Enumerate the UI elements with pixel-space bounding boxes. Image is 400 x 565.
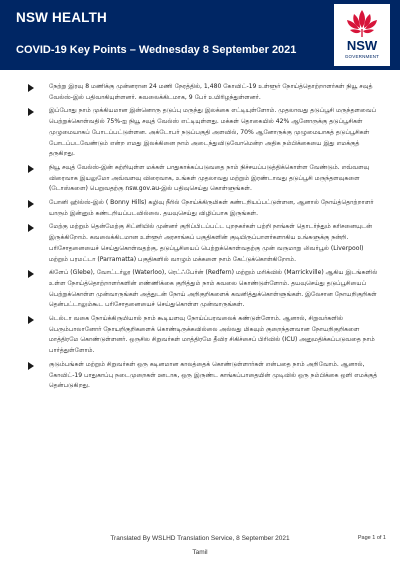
language-label: Tamil: [192, 549, 208, 556]
bullet-arrow-icon: [28, 108, 34, 116]
nsw-government-logo: [334, 4, 390, 66]
logo-nsw-text: NSW: [346, 38, 378, 53]
header-title: NSW HEALTH: [16, 10, 107, 25]
bullet-arrow-icon: [28, 84, 34, 92]
list-item-text: நேற்று இரவு 8 மணிக்கு முன்னரான 24 மணி நேரத்தில், 1,480 கோவிட்-19 உள்ளூர் நோய்த்தொற்றாளர்கள் நியூ சவுத் வேல்ஸ்-இல் பதிவாகியுள்ளனர். கவலைக்கிடமாக, 9 பேர் உயிரிழந்துள்ளனர்.: [49, 83, 373, 101]
list-item: [28, 222, 380, 265]
list-item: [28, 314, 380, 357]
list-item-text: நியூ சவுத் வேல்ஸ்-இன் சுற்றியுள்ள மக்கள் பாதுகாக்கப்படுவதை நாம் நிச்சயப்படுத்திக்கொள்ள வேண்டும். எவ்வளவு விரைவாக இயலுமோ அவ்வளவு விரைவாக, உங்கள் முதலாவது மற்றும் இரண்டாவது தடுப்பூசி மருந்தளவுகளை (டோஸ்களை) பெறுவதற்கு nsw.gov.au-இல் பதிவுசெய்து கொள்ளுங்கள்.: [49, 163, 370, 193]
bullet-arrow-icon: [28, 165, 34, 173]
page-number: Page 1 of 1: [357, 535, 386, 541]
key-points-list: [28, 82, 380, 395]
list-item: [28, 360, 380, 392]
bullet-arrow-icon: [28, 362, 34, 370]
list-item-text: போனி ஹில்ஸ்-இல் ( Bonny Hills) கழிவு நீரில் நோய்க்கிருமிகள் கண்டறியப்பட்டுள்ளன, ஆனால் நோய்த்தொற்றாளர் யாரும் இன்னும் கண்டறியப்படவில்லை. தயவுசெய்து விழிப்பாக இருங்கள்.: [49, 199, 374, 217]
list-item: [28, 106, 380, 160]
list-item-text: கிளேப் (Glebe), வோட்டர்லூ (Waterloo), ரெட்ஃபேர்ன் (Redfern) மற்றும் மரிக்வில் (Marrickville) ஆகிய இடங்களில் உள்ள நோய்த்தொற்றாளர்களின் எண்ணிக்கை குறித்தும் நாம் கவலை கொண்டுள்ளோம். தயவுசெய்து தடுப்பூசியைப் பெற்றுக்கொள்ள முன்வாருங்கள் அத்துடன் நோய் அறிகுறிகளைக் கவனித்துக்கொள்ளுங்கள். இலேசான நோயறிகுறிகள் தென்பட்டாலும்கூட பரிசோதனையைச் செய்துகொள்ள முன்வாருங்கள்.: [49, 269, 378, 309]
bullet-arrow-icon: [28, 316, 34, 324]
list-item: [28, 198, 380, 219]
list-item: [28, 82, 380, 103]
list-item-text: இப்போது நாம் முக்கியமான இன்னொரு தடுப்பு மருந்து இலக்கை எட்டியுள்ளோம். முதலாவது தடுப்பூசி மருந்தளவைப் பெற்றுக்கொள்வதில் 75%-ஐ நியூ சவுத் வேல்ஸ் எட்டியுள்ளது. மக்கள் தொகையில் 42% ஆனோருக்கு தடுப்பூசிகள் முழுமையாகப் போடப்பட்டுள்ளன. அக்டோபர் நடுப்பகுதி அளவில், 70% ஆனோருக்கு முழுமையாகத் தடுப்பூசிகள் போடப்படவேண்டும் என்ற எமது இலக்கினை நாம் அடைந்துவிடுவோமென்ற அதிக நம்பிக்கையை இது எமக்குத் தருகிறது.: [49, 107, 377, 158]
list-item-text: குடும்பங்கள் மற்றும் சிறுவர்கள் ஒரு கடினமான காலத்தைக் கொண்டுள்ளார்கள் என்பதை நாம் அறிவோம். ஆனால், கோவிட்-19 பாதுகாப்பு நடைமுறைகள் ஊடாக, ஒரு இருண்ட காங்கப்பாதையின் முடிவில் ஒரு நம்பிக்கை ஒளி எமக்குத் தென்படுகிறது.: [49, 360, 378, 390]
header-banner: [0, 0, 400, 70]
list-item: [28, 163, 380, 195]
list-item-text: மேற்கு மற்றும் தென்மேற்கு சிட்னியில் முன்னர் குறிப்பிடப்பட்ட புறநகர்கள் பற்றி நாங்கள் தொடர்ந்தும் கரிசனையுடன் இருக்கிறோம். கவலைக்கிடமான உள்ளூர் அரசாங்கப் பகுதிகளின் குடியிருப்பாளர்களாகிய உங்களுக்கு நன்றி. பரிசோதனையைச் செய்துகொள்வதற்கு, தடுப்பூசியைப் பெற்றுக்கொள்வதற்கு முன் வருமாறு லிவர்பூல் (Liverpool) மற்றும் பரமட்டா (Parramatta) பகுதிகளில் வாழும் மக்களை நாம் கேட்டுக்கொள்கிறோம்.: [49, 223, 373, 263]
list-item-text: டெல்டா வகை நோய்க்கிருமியால் நாம் கூடியளவு நோய்ப்பரவலைக் கண்டுள்ளோம். ஆனால், சிறுவர்களில் பெரும்பாலானோர் நோயறிகுறிகளைக் கொண்டிருக்கவில்லை அல்லது மிகவும் குறைந்தளவான நோயறிகுறிகளை மாத்திரமே கொண்டுள்ளனர். ஒருசில சிறுவர்கள் மாத்திரமே தீவிர சிகிச்சைப் பிரிவில் (ICU) அனுமதிக்கப்படுவதை நாம் பார்த்துள்ளோம்.: [49, 315, 375, 355]
waratah-icon: [344, 8, 380, 38]
list-item: [28, 268, 380, 311]
bullet-arrow-icon: [28, 224, 34, 232]
bullet-arrow-icon: [28, 200, 34, 208]
translation-credit: Translated By WSLHD Translation Service, 8 September 2021: [110, 535, 290, 542]
logo-government-text: GOVERNMENT: [344, 54, 380, 59]
bullet-arrow-icon: [28, 270, 34, 278]
header-subtitle: COVID-19 Key Points – Wednesday 8 September 2021: [16, 44, 297, 56]
